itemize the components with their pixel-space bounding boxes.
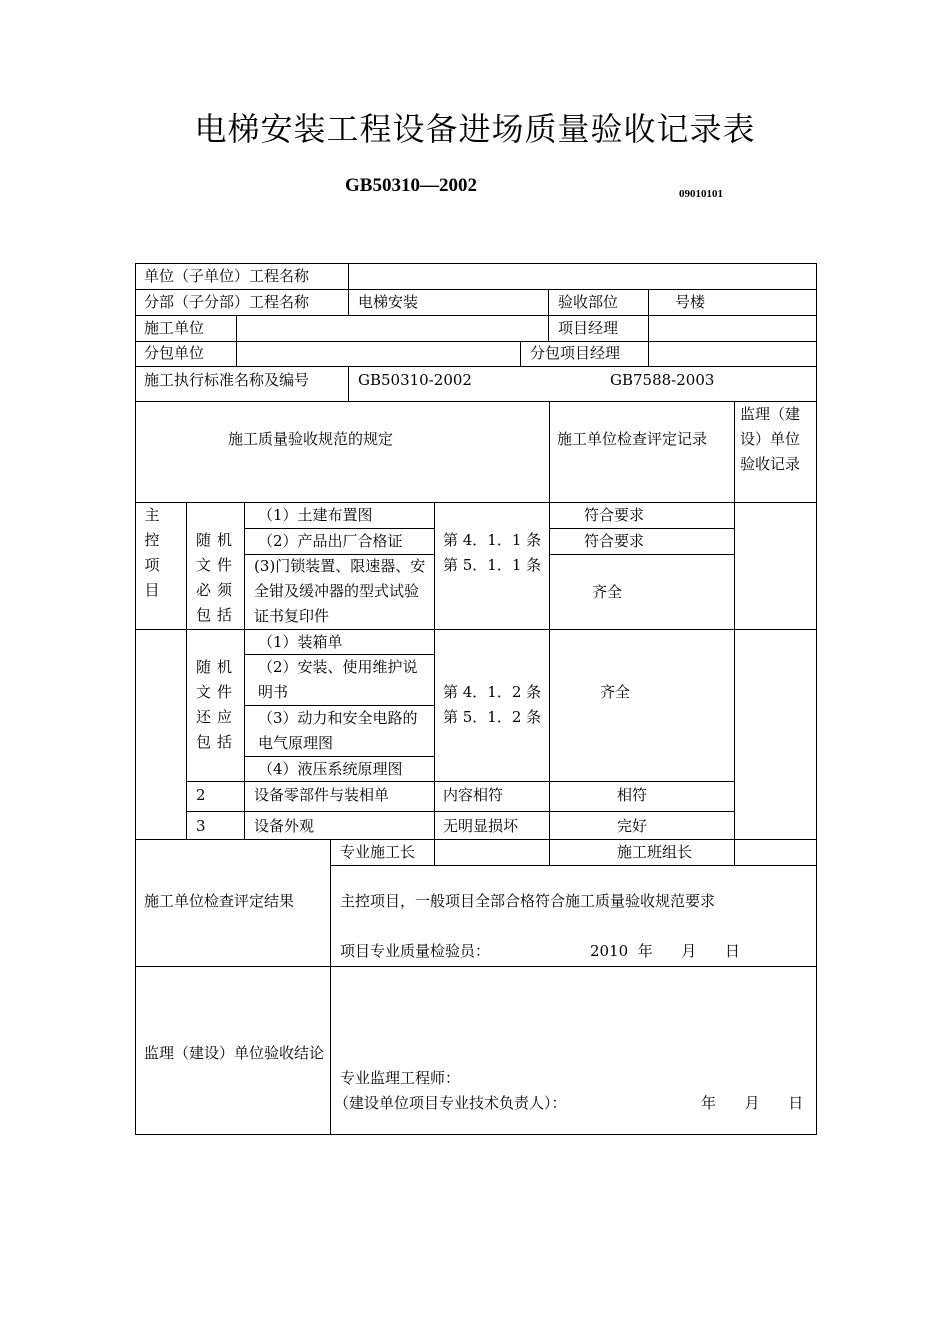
grid-line: [135, 1134, 817, 1135]
group2-item-2: （2）安装、使用维护说明书: [258, 658, 418, 701]
contractor-conclusion: 主控项目，一般项目全部合格符合施工质量验收规范要求: [340, 892, 716, 910]
supervisor-engineer-label: 专业监理工程师：: [340, 1069, 461, 1087]
group1-clause: 第 4．1．1 条 第 5．1．1 条: [443, 531, 542, 574]
grid-line: [135, 341, 817, 342]
row3-number: 3: [196, 817, 206, 835]
group1-item-3: (3)门锁装置、限速器、安全钳及缓冲器的型式试验证书复印件: [254, 557, 426, 625]
grid-line: [236, 315, 237, 366]
row3-item: 设备外观: [254, 817, 315, 835]
grid-line: [330, 865, 817, 866]
contractor-check-header: 施工单位检查评定记录: [557, 430, 708, 448]
grid-line: [434, 502, 435, 839]
group1-result-3: 齐全: [592, 583, 623, 601]
sub-pm-label: 分包项目经理: [530, 344, 621, 362]
standard-label: 施工执行标准名称及编号: [144, 371, 310, 389]
grid-line: [186, 502, 187, 839]
grid-line: [135, 401, 817, 402]
page-title: 电梯安装工程设备进场质量验收记录表: [194, 110, 756, 148]
group1-item-1: （1）土建布置图: [258, 506, 373, 524]
grid-line: [135, 366, 817, 367]
grid-line: [348, 366, 349, 401]
supervisor-check-header: 监理（建设）单位验收记录: [740, 405, 801, 473]
grid-line: [549, 554, 734, 555]
grid-line: [648, 289, 649, 366]
group1-result-1: 符合要求: [584, 506, 645, 524]
inspector-label: 项目专业质量检验员：: [340, 942, 491, 960]
group1-item-2: （2）产品出厂合格证: [258, 532, 403, 550]
grid-line: [186, 811, 734, 812]
grid-line: [330, 839, 331, 1135]
grid-line: [135, 315, 817, 316]
grid-line: [816, 263, 817, 1135]
row3-result: 完好: [617, 817, 648, 835]
spec-column-header: 施工质量验收规范的规定: [228, 430, 394, 448]
standard-code: GB50310—2002: [345, 175, 477, 196]
grid-line: [135, 966, 817, 967]
accept-part-value[interactable]: 号楼: [675, 293, 706, 311]
foreman-label: 专业施工长: [340, 843, 416, 861]
owner-label: （建设单位项目专业技术负责人）：: [334, 1094, 567, 1112]
row3-clause: 无明显损坏: [443, 817, 519, 835]
subproject-value[interactable]: 电梯安装: [358, 293, 419, 311]
group2-item-1: （1）装箱单: [258, 633, 343, 651]
team-leader-label: 施工班组长: [617, 843, 693, 861]
main-items-label: 主控项目: [144, 506, 160, 599]
form-code: 09010101: [679, 188, 723, 200]
grid-line: [135, 502, 817, 503]
contractor-date: 2010 年 月 日: [590, 942, 740, 960]
grid-line: [244, 502, 245, 839]
grid-line: [135, 629, 817, 630]
group1-result-2: 符合要求: [584, 532, 645, 550]
grid-line: [135, 263, 136, 1135]
subcontractor-label: 分包单位: [144, 344, 205, 362]
grid-line: [520, 341, 521, 366]
row2-result: 相符: [617, 786, 648, 804]
row2-clause: 内容相符: [443, 786, 504, 804]
grid-line: [549, 839, 550, 865]
standard-value-2[interactable]: GB7588-2003: [610, 371, 715, 389]
supervisor-date: 年 月 日: [701, 1094, 804, 1112]
grid-line: [434, 839, 435, 865]
group2-item-3: （3）动力和安全电路的电气原理图: [258, 709, 418, 752]
grid-line: [549, 401, 550, 839]
supervisor-result-label: 监理（建设）单位验收结论: [144, 1044, 325, 1062]
row2-number: 2: [196, 786, 206, 804]
project-name-label: 单位（子单位）工程名称: [144, 267, 310, 285]
row2-item: 设备零部件与装相单: [254, 786, 390, 804]
pm-label: 项目经理: [558, 319, 619, 337]
grid-line: [734, 401, 735, 865]
standard-value-1[interactable]: GB50310-2002: [358, 371, 472, 389]
group2-item-4: （4）液压系统原理图: [258, 760, 403, 778]
accept-part-label: 验收部位: [558, 293, 619, 311]
contractor-result-label: 施工单位检查评定结果: [144, 892, 295, 910]
contractor-label: 施工单位: [144, 319, 205, 337]
group2-result: 齐全: [600, 683, 631, 701]
group2-label: 随机文件还应包括: [196, 658, 239, 751]
group1-label: 随机文件必须包括: [196, 531, 239, 624]
grid-line: [135, 839, 817, 840]
group2-clause: 第 4．1．2 条 第 5．1．2 条: [443, 683, 542, 726]
subproject-label: 分部（子分部）工程名称: [144, 293, 310, 311]
grid-line: [348, 263, 349, 315]
grid-line: [548, 289, 549, 341]
